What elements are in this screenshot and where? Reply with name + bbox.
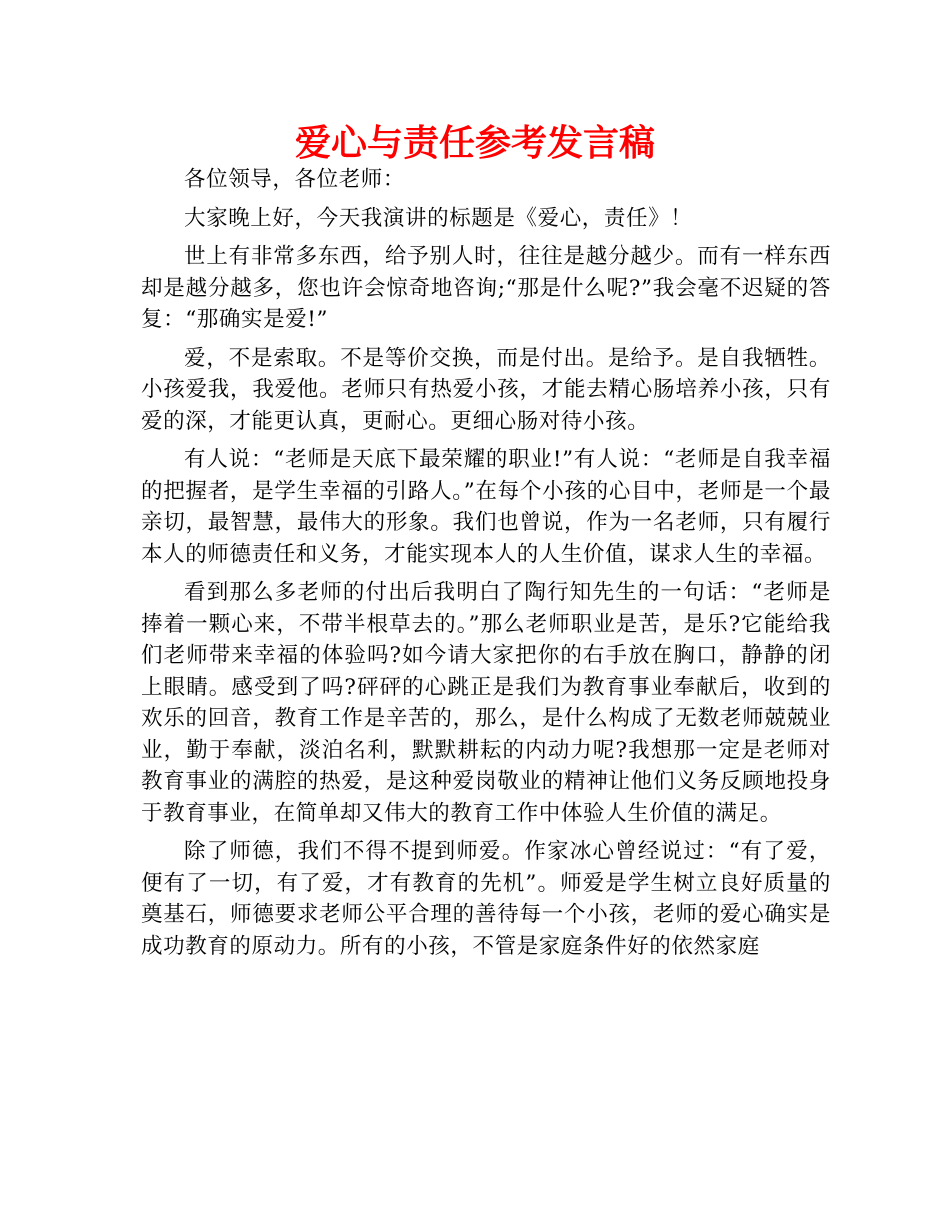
paragraph: 世上有非常多东西，给予别人时，往往是越分越少。而有一样东西却是越分越多，您也许会惊奇地咨询;“那是什么呢?”我会毫不迟疑的答复：“那确实是爱!” bbox=[141, 244, 831, 332]
document-title: 爱心与责任参考发言稿 bbox=[294, 123, 655, 164]
paragraph: 爱，不是索取。不是等价交换，而是付出。是给予。是自我牺牲。小孩爱我，我爱他。老师只有热爱小孩，才能去精心肠培养小孩，只有爱的深，才能更认真，更耐心。更细心肠对待小孩。 bbox=[141, 345, 831, 434]
paragraph-opening: 大家晚上好，今天我演讲的标题是《爱心，责任》！ bbox=[184, 205, 693, 231]
paragraph-greeting: 各位领导，各位老师： bbox=[184, 167, 406, 192]
paragraph: 除了师德，我们不得不提到师爱。作家冰心曾经说过：“有了爱，便有了一切，有了爱，才有教育的先机”。师爱是学生树立良好质量的奠基石，师德要求老师公平合理的善待每一个小孩，老师的爱心确实是成功教育的原动力。所有的小孩，不管是家庭条件好的依然家庭 bbox=[141, 839, 831, 959]
paragraph: 有人说：“老师是天底下最荣耀的职业!”有人说：“老师是自我幸福的把握者，是学生幸福的引路人。”在每个小孩的心目中，老师是一个最亲切，最智慧，最伟大的形象。我们也曾说，作为一名老师，只有履行本人的师德责任和义务，才能实现本人的人生价值，谋求人生的幸福。 bbox=[141, 447, 831, 567]
paragraph: 看到那么多老师的付出后我明白了陶行知先生的一句话：“老师是捧着一颗心来，不带半根草去的。”那么老师职业是苦，是乐?它能给我们老师带来幸福的体验吗?如今请大家把你的右手放在胸口，静静的闭上眼睛。感受到了吗?砰砰的心跳正是我们为教育事业奉献后，收到的欢乐的回音，教育工作是辛苦的，那么，是什么构成了无数老师兢兢业业，勤于奉献，淡泊名利，默默耕耘的内动力呢?我想那一定是老师对教育事业的满腔的热爱，是这种爱岗敬业的精神让他们义务反顾地投身于教育事业，在简单却又伟大的教育工作中体验人生价值的满足。 bbox=[141, 580, 831, 826]
document-body bbox=[141, 164, 831, 969]
